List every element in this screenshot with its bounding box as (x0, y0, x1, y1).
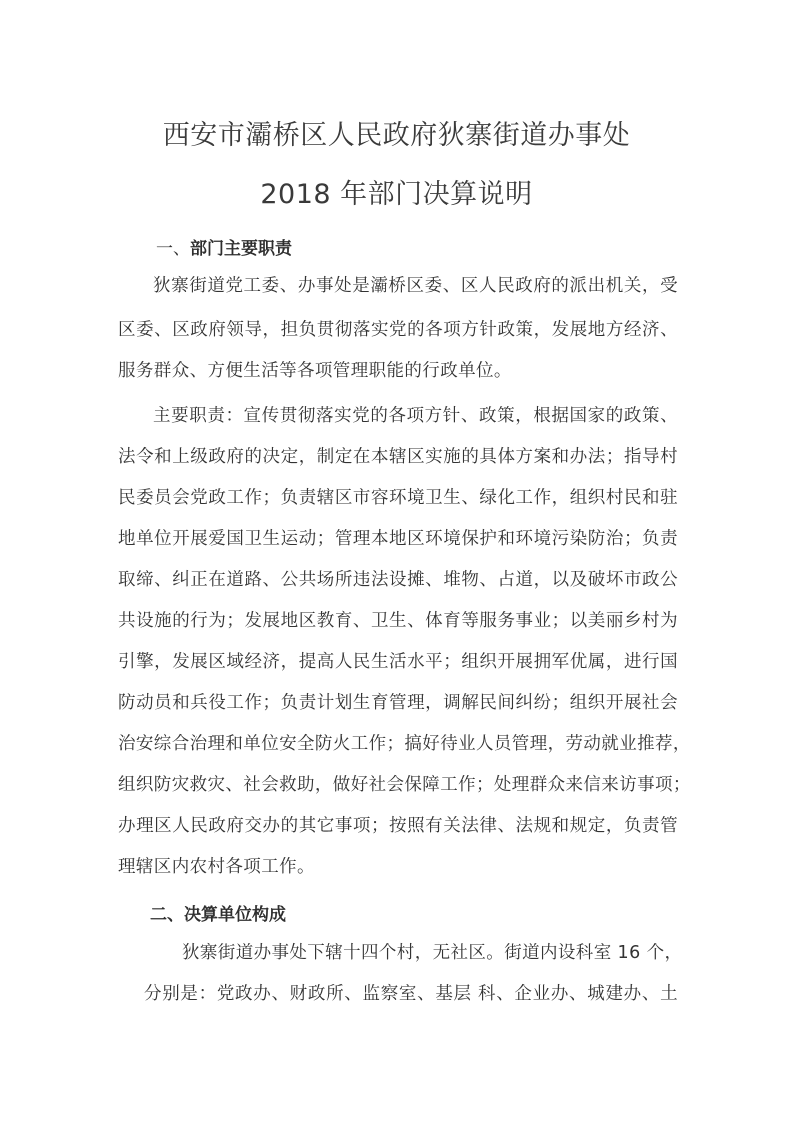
section1-p2-line: 民委员会党政工作；负责辖区市容环境卫生、绿化工作，组织村民和驻 (118, 488, 678, 508)
section1-p2-line: 主要职责：宣传贯彻落实党的各项方针、政策，根据国家的政策、 (153, 406, 678, 426)
section1-p2-line: 地单位开展爱国卫生运动；管理本地区环境保护和环境污染防治；负责 (118, 529, 678, 549)
section1-p2-line: 法令和上级政府的决定，制定在本辖区实施的具体方案和办法；指导村 (118, 447, 678, 467)
section1-p2-line: 引擎，发展区域经济，提高人民生活水平；组织开展拥军优属，进行国 (118, 652, 678, 672)
section1-p1-line: 服务群众、方便生活等各项管理职能的行政单位。 (118, 361, 512, 381)
section1-heading-text: 部门主要职责 (190, 239, 292, 259)
section2-p1-line: 分别是：党政办、财政所、监察室、基层 科、企业办、城建办、土 (144, 984, 678, 1004)
section2-p1-line: 狄寨街道办事处下辖十四个村，无社区。街道内设科室 16 个， (182, 943, 683, 963)
section1-p1-line: 区委、区政府领导，担负贯彻落实党的各项方针政策，发展地方经济、 (118, 320, 678, 340)
section1-heading (156, 234, 292, 259)
section1-p2-line: 防动员和兵役工作；负责计划生育管理，调解民间纠纷；组织开展社会 (118, 693, 678, 713)
document-title-line1: 西安市灞桥区人民政府狄寨街道办事处 (162, 120, 631, 151)
section1-p2-line: 组织防灾救灾、社会救助，做好社会保障工作；处理群众来信来访事项； (118, 775, 691, 795)
section1-p2-line: 办理区人民政府交办的其它事项；按照有关法律、法规和规定，负责管 (118, 816, 678, 836)
section1-p1-line: 狄寨街道党工委、办事处是灞桥区委、区人民政府的派出机关，受 (153, 276, 678, 296)
section1-p2-line: 共设施的行为；发展地区教育、卫生、体育等服务事业；以美丽乡村为 (118, 611, 678, 631)
section1-p2-line: 治安综合治理和单位安全防火工作；搞好待业人员管理，劳动就业推荐， (118, 734, 691, 754)
section1-p2-line: 理辖区内农村各项工作。 (118, 857, 315, 877)
section1-p2-line: 取缔、纠正在道路、公共场所违法设摊、堆物、占道，以及破坏市政公 (118, 570, 678, 590)
document-title-line2: 2018 年部门决算说明 (260, 179, 533, 210)
section1-number: 一、 (156, 239, 190, 259)
section2-heading: 二、决算单位构成 (150, 905, 286, 925)
